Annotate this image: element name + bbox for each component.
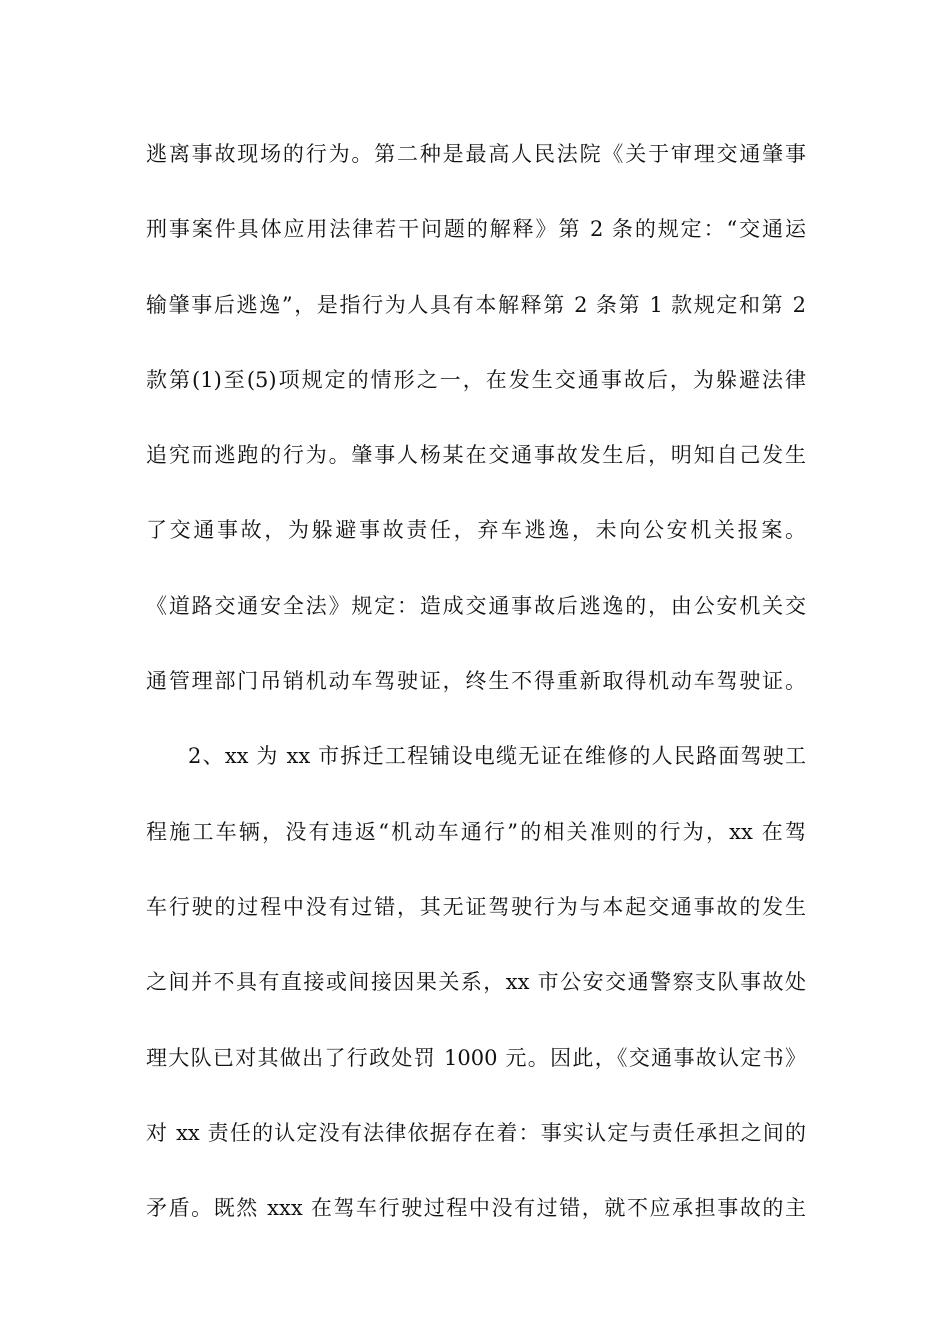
paragraph-first-line: 2、xx 为 xx 市拆迁工程铺设电缆无证在维修的人民路面驾驶工 (188, 744, 806, 769)
document-body (146, 133, 806, 1262)
text-line: 对 xx 责任的认定没有法律依据存在着：事实认定与责任承担之间的 (146, 1120, 806, 1145)
text-line: 追究而逃跑的行为。肇事人杨某在交通事故发生后，明知自己发生 (146, 443, 806, 468)
text-line: 逃离事故现场的行为。第二种是最高人民法院《关于审理交通肇事 (146, 142, 806, 166)
text-line: 之间并不具有直接或间接因果关系，xx 市公安交通警察支队事故处 (146, 970, 806, 995)
text-line: 理大队已对其做出了行政处罚 1000 元。因此，《交通事故认定书》 (146, 1045, 806, 1070)
text-line: 程施工车辆，没有违返“机动车通行”的相关准则的行为，xx 在驾 (146, 819, 806, 844)
text-line: 矛盾。既然 xxx 在驾车行驶过程中没有过错，就不应承担事故的主 (146, 1196, 806, 1221)
text-line: 车行驶的过程中没有过错，其无证驾驶行为与本起交通事故的发生 (146, 894, 806, 919)
text-line: 《道路交通安全法》规定：造成交通事故后逃逸的，由公安机关交 (146, 593, 806, 618)
text-line: 通管理部门吊销机动车驾驶证，终生不得重新取得机动车驾驶证。 (146, 669, 806, 694)
text-line: 输肇事后逃逸”，是指行为人具有本解释第 2 条第 1 款规定和第 2 (146, 292, 806, 317)
text-line: 刑事案件具体应用法律若干问题的解释》第 2 条的规定：“交通运 (146, 217, 806, 242)
text-line: 了交通事故，为躲避事故责任，弃车逃逸，未向公安机关报案。 (146, 518, 806, 543)
text-line: 款第(1)至(5)项规定的情形之一，在发生交通事故后，为躲避法律 (146, 367, 806, 392)
